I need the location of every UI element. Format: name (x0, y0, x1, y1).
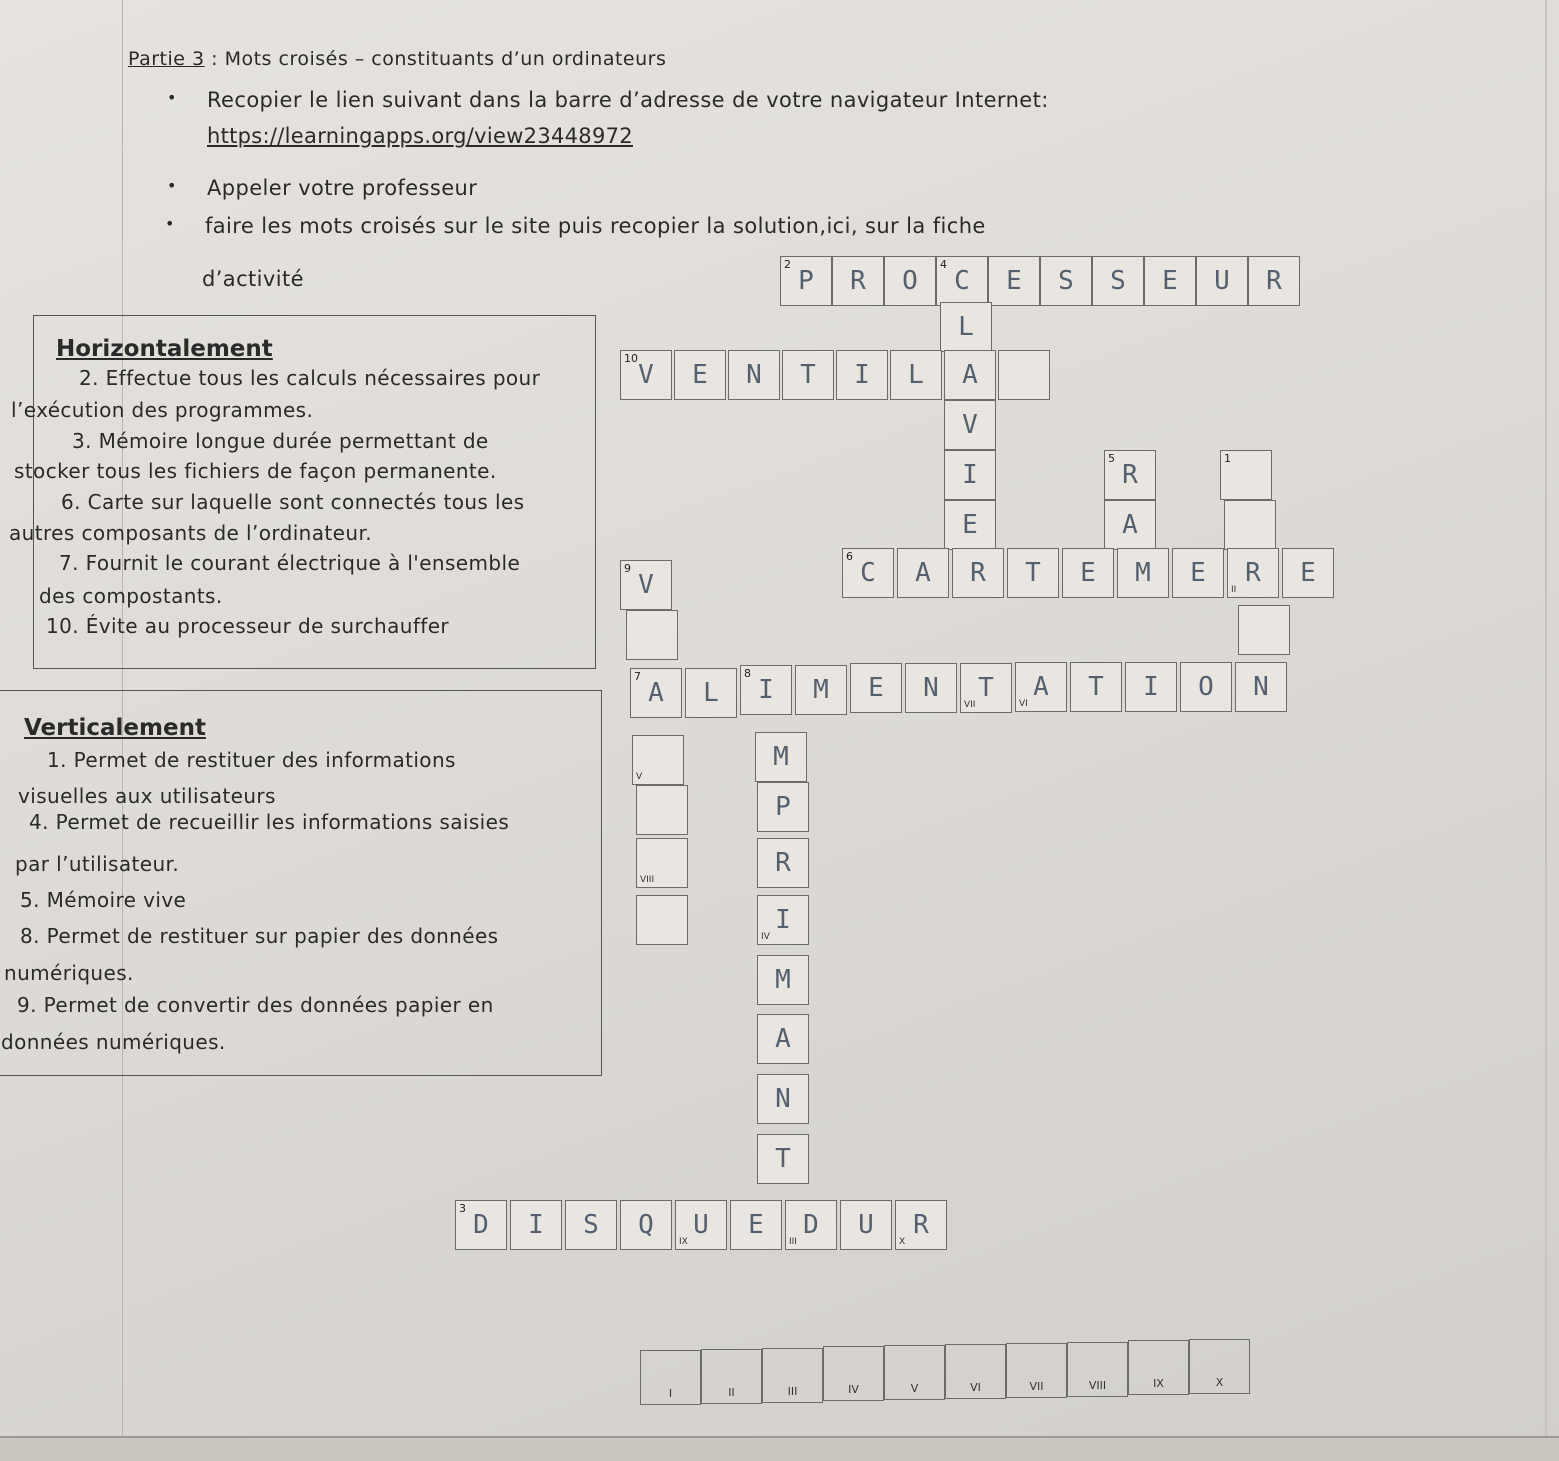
key-roman-label: VII (1029, 1380, 1044, 1393)
key-cell[interactable] (701, 1349, 762, 1404)
handwritten-letter: N (923, 673, 939, 703)
grid-cell[interactable] (1125, 662, 1177, 712)
grid-cell[interactable] (636, 838, 688, 888)
grid-cell[interactable] (626, 610, 678, 660)
handwritten-letter: L (908, 360, 924, 390)
clue-line: 3. Mémoire longue durée permettant de (72, 429, 489, 453)
handwritten-letter: I (962, 460, 978, 490)
grid-cell[interactable] (740, 665, 792, 715)
handwritten-letter: M (1135, 558, 1151, 588)
handwritten-letter: R (1122, 460, 1138, 490)
clue-line: 8. Permet de restituer sur papier des données (20, 924, 499, 948)
grid-cell[interactable] (755, 732, 807, 782)
grid-cell[interactable] (1144, 256, 1196, 306)
grid-cell[interactable] (620, 1200, 672, 1250)
grid-cell[interactable] (780, 256, 832, 306)
roman-marker: VI (1019, 699, 1028, 709)
instruction-item (165, 214, 986, 238)
grid-cell[interactable] (685, 668, 737, 718)
handwritten-letter: T (1088, 672, 1104, 702)
grid-cell[interactable] (757, 1014, 809, 1064)
clue-line: 7. Fournit le courant électrique à l'ensemble (59, 551, 521, 575)
grid-cell[interactable] (884, 256, 936, 306)
handwritten-letter: E (1300, 558, 1316, 588)
key-roman-label: III (787, 1385, 798, 1398)
handwritten-letter: A (962, 360, 978, 390)
grid-cell[interactable] (1062, 548, 1114, 598)
bullet-dot: • (167, 176, 177, 195)
learningapps-link[interactable]: https://learningapps.org/view23448972 (207, 124, 633, 148)
clue-line: données numériques. (1, 1030, 226, 1054)
clue-number: 5 (1108, 452, 1115, 465)
handwritten-letter: I (854, 360, 870, 390)
horizontal-clues-box (9, 315, 596, 669)
instruction-text: Recopier le lien suivant dans la barre d’adresse de votre navigateur Internet: (207, 88, 1049, 112)
key-roman-label: II (728, 1386, 735, 1399)
key-cell[interactable] (1067, 1342, 1128, 1397)
handwritten-letter: A (648, 678, 664, 708)
grid-cell[interactable] (1015, 662, 1067, 712)
grid-cell[interactable] (1092, 256, 1144, 306)
bullet-dot: • (167, 88, 177, 107)
handwritten-letter: U (693, 1210, 709, 1240)
grid-cell[interactable] (455, 1200, 507, 1250)
handwritten-letter: C (860, 558, 876, 588)
clue-line: l’exécution des programmes. (11, 398, 314, 422)
key-cell[interactable] (762, 1348, 823, 1403)
instruction-item (167, 176, 478, 200)
key-roman-label: IV (848, 1383, 859, 1396)
grid-cell[interactable] (757, 1074, 809, 1124)
key-cell[interactable] (884, 1345, 945, 1400)
key-cell[interactable] (1189, 1339, 1250, 1394)
roman-marker: X (899, 1237, 906, 1247)
handwritten-letter: Q (638, 1210, 654, 1240)
handwritten-letter: D (803, 1210, 819, 1240)
title-text: : Mots croisés – constituants d’un ordinateurs (204, 48, 667, 70)
handwritten-letter: S (1058, 266, 1074, 296)
handwritten-letter: M (813, 675, 829, 705)
clue-number: 10 (624, 352, 638, 365)
key-roman-label: IX (1153, 1377, 1164, 1390)
handwritten-letter: N (1253, 672, 1269, 702)
clue-line: des compostants. (39, 584, 223, 608)
grid-cell[interactable] (936, 256, 988, 306)
handwritten-letter: P (798, 266, 814, 296)
handwritten-letter: N (775, 1084, 791, 1114)
grid-cell[interactable] (1227, 548, 1279, 598)
handwritten-letter: R (775, 848, 791, 878)
handwritten-letter: V (638, 360, 654, 390)
grid-cell[interactable] (785, 1200, 837, 1250)
handwritten-letter: U (858, 1210, 874, 1240)
handwritten-letter: O (1198, 672, 1214, 702)
clue-number: 3 (459, 1202, 466, 1215)
clue-number: 9 (624, 562, 631, 575)
handwritten-letter: M (775, 965, 791, 995)
handwritten-letter: A (1033, 672, 1049, 702)
instruction-continuation: d’activité (202, 267, 304, 291)
clue-line: 1. Permet de restituer des informations (47, 748, 456, 772)
clue-line: 4. Permet de recueillir les informations saisies (29, 810, 510, 834)
handwritten-letter: E (1080, 558, 1096, 588)
handwritten-letter: I (758, 675, 774, 705)
instruction-item (167, 88, 1049, 112)
grid-cell[interactable] (998, 350, 1050, 400)
grid-cell[interactable] (1172, 548, 1224, 598)
grid-cell[interactable] (757, 895, 809, 945)
handwritten-letter: C (954, 266, 970, 296)
handwritten-letter: D (473, 1210, 489, 1240)
handwritten-letter: L (703, 678, 719, 708)
grid-cell[interactable] (1238, 605, 1290, 655)
handwritten-letter: T (775, 1144, 791, 1174)
handwritten-letter: M (773, 742, 789, 772)
roman-marker: VIII (640, 875, 655, 885)
roman-marker: IX (679, 1237, 688, 1247)
grid-cell[interactable] (1117, 548, 1169, 598)
clue-line: visuelles aux utilisateurs (18, 784, 276, 808)
grid-cell[interactable] (895, 1200, 947, 1250)
grid-cell[interactable] (636, 895, 688, 945)
grid-cell[interactable] (565, 1200, 617, 1250)
handwritten-letter: T (1025, 558, 1041, 588)
roman-marker: V (636, 772, 643, 782)
grid-cell[interactable] (905, 663, 957, 713)
grid-cell[interactable] (960, 663, 1012, 713)
grid-cell[interactable] (730, 1200, 782, 1250)
title-partie: Partie 3 (128, 48, 205, 70)
grid-cell[interactable] (890, 350, 942, 400)
page-bottom-edge (0, 1436, 1559, 1461)
roman-marker: III (789, 1237, 797, 1247)
roman-marker: VII (964, 700, 976, 710)
grid-cell[interactable] (1040, 256, 1092, 306)
page-edge (1545, 0, 1547, 1459)
handwritten-letter: A (775, 1024, 791, 1054)
grid-cell[interactable] (782, 350, 834, 400)
handwritten-letter: L (958, 312, 974, 342)
key-cell[interactable] (945, 1344, 1006, 1399)
grid-cell[interactable] (632, 735, 684, 785)
clue-number: 8 (744, 667, 751, 680)
handwritten-letter: T (978, 673, 994, 703)
handwritten-letter: U (1214, 266, 1230, 296)
clue-line: 9. Permet de convertir des données papier en (17, 993, 494, 1017)
key-cell[interactable] (1128, 1340, 1189, 1395)
vertical-clues-box (0, 690, 602, 1076)
roman-marker: IV (761, 932, 770, 942)
grid-cell[interactable] (630, 668, 682, 718)
clue-line: stocker tous les fichiers de façon permanente. (14, 459, 497, 483)
instruction-text: faire les mots croisés sur le site puis recopier la solution,ici, sur la fiche (205, 214, 986, 238)
handwritten-letter: R (1245, 558, 1261, 588)
instruction-text: Appeler votre professeur (207, 176, 478, 200)
horizontal-heading: Horizontalement (56, 336, 273, 362)
grid-cell[interactable] (944, 500, 996, 550)
grid-cell[interactable] (1104, 450, 1156, 500)
grid-cell[interactable] (620, 350, 672, 400)
clue-line: 2. Effectue tous les calculs nécessaires pour (79, 366, 541, 390)
handwritten-letter: I (1143, 672, 1159, 702)
grid-cell[interactable] (940, 302, 992, 352)
handwritten-letter: S (583, 1210, 599, 1240)
grid-cell[interactable] (1180, 662, 1232, 712)
clue-line: 5. Mémoire vive (20, 888, 187, 912)
handwritten-letter: I (528, 1210, 544, 1240)
handwritten-letter: E (1190, 558, 1206, 588)
clue-number: 6 (846, 550, 853, 563)
handwritten-letter: V (638, 570, 654, 600)
key-roman-label: X (1215, 1376, 1224, 1389)
handwritten-letter: R (850, 266, 866, 296)
grid-cell[interactable] (944, 350, 996, 400)
handwritten-letter: E (692, 360, 708, 390)
grid-cell[interactable] (850, 663, 902, 713)
clue-line: autres composants de l’ordinateur. (9, 521, 372, 545)
roman-marker: II (1231, 585, 1237, 595)
grid-cell[interactable] (757, 1134, 809, 1184)
page-title (128, 48, 666, 70)
grid-cell[interactable] (836, 350, 888, 400)
handwritten-letter: V (962, 410, 978, 440)
key-roman-label: I (668, 1387, 673, 1400)
grid-cell[interactable] (636, 785, 688, 835)
grid-cell[interactable] (675, 1200, 727, 1250)
handwritten-letter: R (913, 1210, 929, 1240)
grid-cell[interactable] (897, 548, 949, 598)
clue-line: numériques. (4, 961, 134, 985)
key-roman-label: VIII (1088, 1379, 1107, 1392)
handwritten-letter: A (1122, 510, 1138, 540)
handwritten-letter: E (748, 1210, 764, 1240)
grid-cell[interactable] (728, 350, 780, 400)
key-roman-label: V (910, 1382, 919, 1395)
key-cell[interactable] (823, 1346, 884, 1401)
grid-cell[interactable] (944, 450, 996, 500)
grid-cell[interactable] (1248, 256, 1300, 306)
handwritten-letter: R (970, 558, 986, 588)
vertical-heading: Verticalement (24, 715, 206, 741)
grid-cell[interactable] (988, 256, 1040, 306)
handwritten-letter: O (902, 266, 918, 296)
handwritten-letter: T (800, 360, 816, 390)
handwritten-letter: E (868, 673, 884, 703)
grid-cell[interactable] (510, 1200, 562, 1250)
grid-cell[interactable] (757, 782, 809, 832)
clue-line: 10. Évite au processeur de surchauffer (46, 614, 450, 638)
clue-line: par l’utilisateur. (15, 852, 180, 876)
grid-cell[interactable] (757, 955, 809, 1005)
grid-cell[interactable] (757, 838, 809, 888)
key-cell[interactable] (1006, 1343, 1067, 1398)
handwritten-letter: E (962, 510, 978, 540)
grid-cell[interactable] (674, 350, 726, 400)
handwritten-letter: S (1110, 266, 1126, 296)
grid-cell[interactable] (1224, 500, 1276, 550)
grid-cell[interactable] (840, 1200, 892, 1250)
clue-number: 4 (940, 258, 947, 271)
grid-cell[interactable] (832, 256, 884, 306)
handwritten-letter: N (746, 360, 762, 390)
grid-cell[interactable] (1220, 450, 1272, 500)
handwritten-letter: R (1266, 266, 1282, 296)
handwritten-letter: I (775, 905, 791, 935)
handwritten-letter: P (775, 792, 791, 822)
handwritten-letter: E (1162, 266, 1178, 296)
grid-cell[interactable] (1104, 500, 1156, 550)
clue-number: 7 (634, 670, 641, 683)
handwritten-letter: A (915, 558, 931, 588)
grid-cell[interactable] (1070, 662, 1122, 712)
grid-cell[interactable] (795, 665, 847, 715)
grid-cell[interactable] (620, 560, 672, 610)
grid-cell[interactable] (842, 548, 894, 598)
key-cell[interactable] (640, 1350, 701, 1405)
grid-cell[interactable] (1007, 548, 1059, 598)
clue-number: 1 (1224, 452, 1231, 465)
key-roman-label: VI (970, 1381, 981, 1394)
clue-number: 2 (784, 258, 791, 271)
grid-cell[interactable] (952, 548, 1004, 598)
grid-cell[interactable] (1196, 256, 1248, 306)
grid-cell[interactable] (1282, 548, 1334, 598)
handwritten-letter: E (1006, 266, 1022, 296)
grid-cell[interactable] (944, 400, 996, 450)
clue-line: 6. Carte sur laquelle sont connectés tous les (61, 490, 525, 514)
grid-cell[interactable] (1235, 662, 1287, 712)
bullet-dot: • (165, 214, 175, 233)
